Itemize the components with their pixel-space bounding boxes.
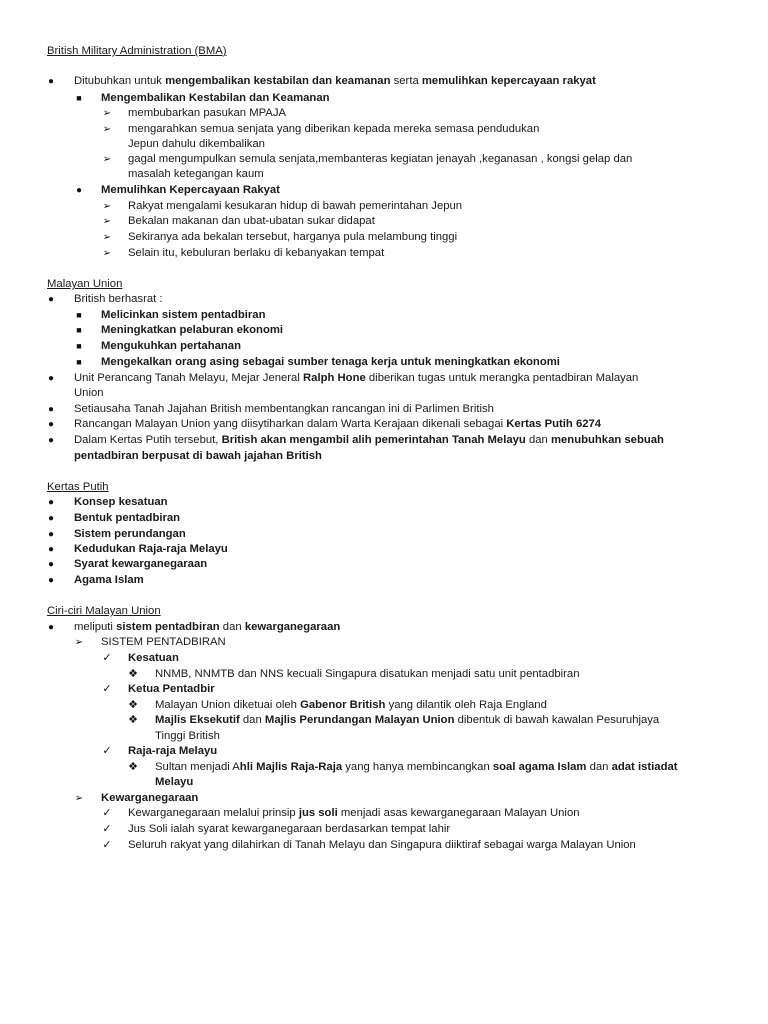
cc-raja-title: Raja-raja Melayu xyxy=(128,745,218,757)
list-item: Meningkatkan pelaburan ekonomi xyxy=(101,324,284,336)
bold-text-run: Ralph Hone xyxy=(303,372,366,384)
list-item: Setiausaha Tanah Jajahan British membentangkan rancangan ini di Parlimen British xyxy=(74,403,494,415)
dot-bullet-icon: ● xyxy=(47,373,55,384)
list-item: Sekiranya ada bekalan tersebut, harganya pula melambung tinggi xyxy=(128,231,458,243)
text-run: dan xyxy=(586,761,612,773)
arrow-bullet-icon: ➢ xyxy=(74,793,84,804)
list-item: Melicinkan sistem pentadbiran xyxy=(101,309,266,321)
text-run: dan xyxy=(219,621,245,633)
text-run: Unit Perancang Tanah Melayu, Mejar Jeneral xyxy=(74,372,303,384)
bold-text-run: Majlis Perundangan Malayan Union xyxy=(264,714,455,726)
dot-bullet-icon: ● xyxy=(75,185,83,196)
dot-bullet-icon: ● xyxy=(47,497,55,508)
bold-text-run: sistem pentadbiran xyxy=(116,621,220,633)
bold-text-run: kewarganegaraan xyxy=(244,621,341,633)
dot-bullet-icon: ● xyxy=(47,435,55,446)
list-item-continuation: Tinggi British xyxy=(155,730,220,742)
arrow-bullet-icon: ➢ xyxy=(102,216,112,227)
dot-bullet-icon: ● xyxy=(47,529,55,540)
list-item: Konsep kesatuan xyxy=(74,496,168,508)
text-run: dibentuk di bawah kawalan Pesuruhjaya xyxy=(454,714,660,726)
text-run: serta xyxy=(390,75,422,87)
text-run: Ditubuhkan untuk xyxy=(74,75,166,87)
list-item: Mengukuhkan pertahanan xyxy=(101,340,241,352)
bold-text-run: Kertas Putih 6274 xyxy=(506,418,602,430)
list-item: Rakyat mengalami kesukaran hidup di bawah pemerintahan Jepun xyxy=(128,200,463,212)
cc-intro xyxy=(74,620,340,635)
text-run: Rancangan Malayan Union yang diisytiharkan dalam Warta Kerajaan dikenali sebagai xyxy=(74,418,507,430)
list-item-continuation: Jepun dahulu dikembalikan xyxy=(128,138,265,150)
list-item xyxy=(155,698,547,713)
list-item: Agama Islam xyxy=(74,574,144,586)
square-bullet-icon: ■ xyxy=(76,341,82,351)
arrow-bullet-icon: ➢ xyxy=(102,232,112,243)
dot-bullet-icon: ● xyxy=(47,575,55,586)
bold-text-run: mengembalikan kestabilan dan keamanan xyxy=(165,75,391,87)
arrow-bullet-icon: ➢ xyxy=(74,637,84,648)
checkmark-bullet-icon: ✓ xyxy=(102,807,112,819)
bold-text-run: adat istiadat xyxy=(611,761,678,773)
list-item: membubarkan pasukan MPAJA xyxy=(128,107,287,119)
list-item: NNMB, NNMTB dan NNS kecuali Singapura disatukan menjadi satu unit pentadbiran xyxy=(155,668,580,680)
cc-kewarganegaraan-title: Kewarganegaraan xyxy=(101,792,199,804)
list-item: Bentuk pentadbiran xyxy=(74,512,181,524)
list-item: Kedudukan Raja-raja Melayu xyxy=(74,543,228,555)
text-run: yang hanya membincangkan xyxy=(342,761,493,773)
checkmark-bullet-icon: ✓ xyxy=(102,683,112,695)
text-run: Malayan Union diketuai oleh xyxy=(155,699,301,711)
dot-bullet-icon: ● xyxy=(47,76,55,87)
bold-text-run: Gabenor British xyxy=(300,699,386,711)
bold-text-run: soal agama Islam xyxy=(492,761,587,773)
square-bullet-icon: ■ xyxy=(76,325,82,335)
list-item xyxy=(155,760,678,775)
bold-text-run: British akan mengambil alih pemerintahan Tanah Melayu xyxy=(221,434,526,446)
text-run: dan xyxy=(525,434,551,446)
arrow-bullet-icon: ➢ xyxy=(102,154,112,165)
arrow-bullet-icon: ➢ xyxy=(102,124,112,135)
list-item: Syarat kewarganegaraan xyxy=(74,558,208,570)
dot-bullet-icon: ● xyxy=(47,419,55,430)
checkmark-bullet-icon: ✓ xyxy=(102,652,112,664)
bold-text-run: memulihkan kepercayaan rakyat xyxy=(421,75,596,87)
list-item-continuation: pentadbiran berpusat di bawah jajahan British xyxy=(74,450,322,462)
list-item: Mengekalkan orang asing sebagai sumber tenaga kerja untuk meningkatkan ekonomi xyxy=(101,356,560,368)
cc-sistem-title: SISTEM PENTADBIRAN xyxy=(101,636,226,648)
list-item: Bekalan makanan dan ubat-ubatan sukar didapat xyxy=(128,215,375,227)
dot-bullet-icon: ● xyxy=(47,622,55,633)
diamond-bullet-icon: ❖ xyxy=(128,761,138,773)
square-bullet-icon: ■ xyxy=(76,357,82,367)
square-bullet-icon: ■ xyxy=(76,93,82,103)
checkmark-bullet-icon: ✓ xyxy=(102,839,112,851)
text-run: meliputi xyxy=(74,621,117,633)
list-item: Jus Soli ialah syarat kewarganegaraan berdasarkan tempat lahir xyxy=(128,823,451,835)
list-item: mengarahkan semua senjata yang diberikan kepada mereka semasa pendudukan xyxy=(128,123,540,135)
list-item xyxy=(155,713,659,728)
list-item: Seluruh rakyat yang dilahirkan di Tanah Melayu dan Singapura diiktiraf sebagai warga Malayan Union xyxy=(128,839,636,851)
diamond-bullet-icon: ❖ xyxy=(128,699,138,711)
checkmark-bullet-icon: ✓ xyxy=(102,745,112,757)
list-item-continuation: Union xyxy=(74,387,104,399)
dot-bullet-icon: ● xyxy=(47,544,55,555)
list-item xyxy=(74,371,638,386)
dot-bullet-icon: ● xyxy=(47,513,55,524)
bold-text-run: Majlis Eksekutif xyxy=(155,714,240,726)
list-item xyxy=(74,433,664,448)
arrow-bullet-icon: ➢ xyxy=(102,248,112,259)
dot-bullet-icon: ● xyxy=(47,404,55,415)
mu-intro: British berhasrat : xyxy=(74,293,163,305)
list-item xyxy=(128,806,580,821)
cc-ketua-title: Ketua Pentadbir xyxy=(128,683,215,695)
arrow-bullet-icon: ➢ xyxy=(102,201,112,212)
section-heading-kertas-putih: Kertas Putih xyxy=(47,481,109,493)
section-heading-malayan-union: Malayan Union xyxy=(47,278,123,290)
list-item: Sistem perundangan xyxy=(74,528,186,540)
text-run: dan xyxy=(239,714,265,726)
text-run: Sultan menjadi A xyxy=(155,761,240,773)
list-item: gagal mengumpulkan semula senjata,membanteras kegiatan jenayah ,keganasan , kongsi gelap dan xyxy=(128,153,633,165)
dot-bullet-icon: ● xyxy=(47,559,55,570)
list-item-continuation: masalah ketegangan kaum xyxy=(128,168,264,180)
arrow-bullet-icon: ➢ xyxy=(102,108,112,119)
square-bullet-icon: ■ xyxy=(76,310,82,320)
bold-text-run: hli Majlis Raja-Raja xyxy=(239,761,343,773)
list-item xyxy=(74,417,601,432)
diamond-bullet-icon: ❖ xyxy=(128,668,138,680)
bma-sub2-title: Memulihkan Kepercayaan Rakyat xyxy=(101,184,280,196)
text-run: diberikan tugas untuk merangka pentadbiran Malayan xyxy=(365,372,639,384)
list-item: Selain itu, kebuluran berlaku di kebanyakan tempat xyxy=(128,247,385,259)
text-run: Kewarganegaraan melalui prinsip xyxy=(128,807,299,819)
text-run: menjadi asas kewarganegaraan Malayan Union xyxy=(337,807,580,819)
text-run: yang dilantik oleh Raja England xyxy=(385,699,547,711)
bold-text-run: menubuhkan sebuah xyxy=(550,434,664,446)
text-run: Dalam Kertas Putih tersebut, xyxy=(74,434,222,446)
checkmark-bullet-icon: ✓ xyxy=(102,823,112,835)
bold-text-run: jus soli xyxy=(298,807,338,819)
bma-sub1-title: Mengembalikan Kestabilan dan Keamanan xyxy=(101,92,330,104)
bma-intro xyxy=(74,74,596,89)
section-heading-bma: British Military Administration (BMA) xyxy=(47,45,227,57)
cc-kesatuan-title: Kesatuan xyxy=(128,652,179,664)
list-item-continuation: Melayu xyxy=(155,776,194,788)
diamond-bullet-icon: ❖ xyxy=(128,714,138,726)
dot-bullet-icon: ● xyxy=(47,294,55,305)
section-heading-ciri-ciri: Ciri-ciri Malayan Union xyxy=(47,605,161,617)
